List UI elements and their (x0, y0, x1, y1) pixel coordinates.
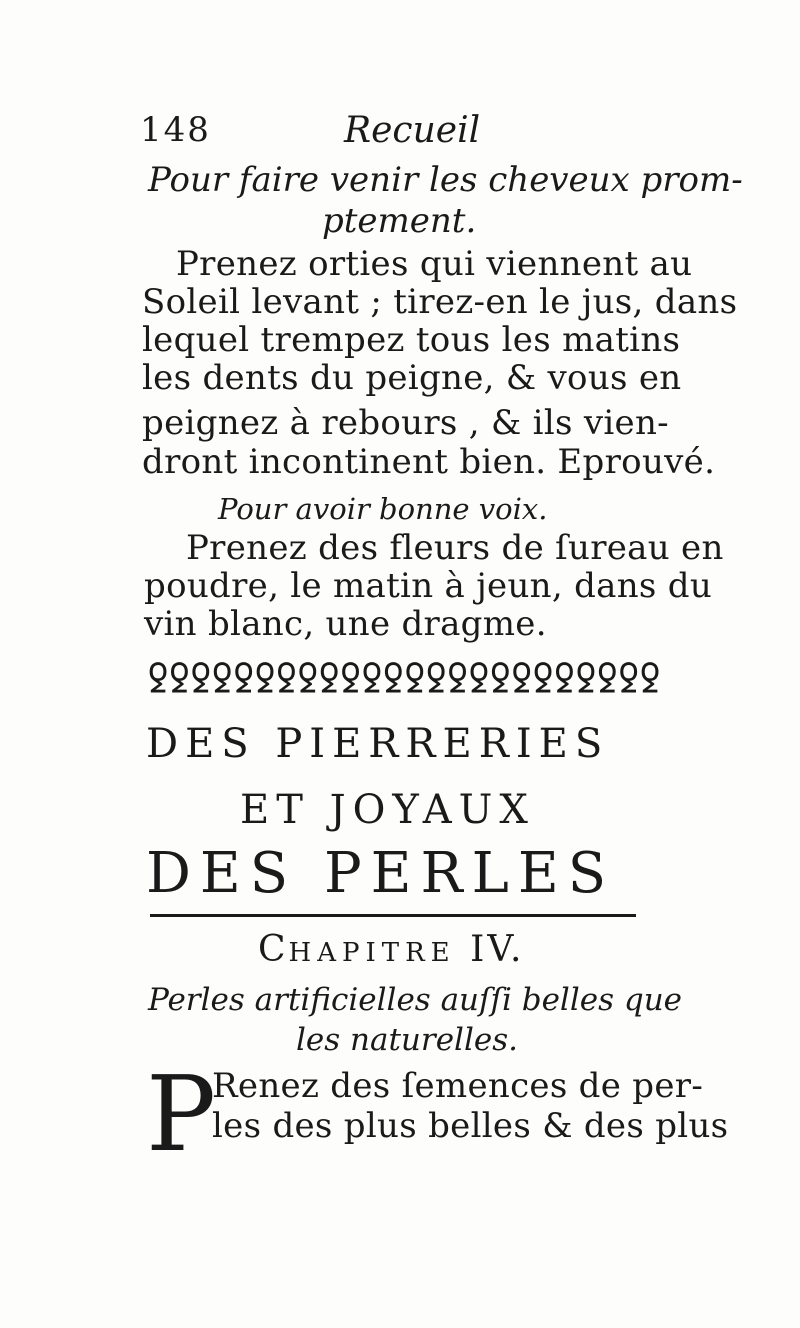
ornament-glyph-icon: ꝿ (468, 660, 489, 700)
recipe-heading-hair-line1: Pour faire venir les cheveux prom- (148, 160, 743, 200)
ornament-glyph-icon: ꝿ (533, 660, 553, 700)
section-title-line2: ET JOYAUX (240, 787, 535, 833)
drop-cap: P (146, 1053, 216, 1175)
ornament-glyph-icon: ꝿ (404, 660, 425, 700)
ornament-glyph-icon: ꝿ (383, 660, 404, 700)
recipe-text-line: Renez des ſemences de per- (212, 1066, 704, 1106)
ornament-glyph-icon: ꝿ (447, 660, 468, 700)
recipe-heading-pearls-line1: Perles artificielles auſſi belles que (148, 982, 683, 1018)
ornament-glyph-icon: ꝿ (618, 660, 639, 700)
horizontal-rule (150, 914, 636, 917)
ornament-glyph-icon: ꝿ (575, 660, 596, 700)
recipe-text-line: lequel trempez tous les matins (142, 320, 681, 360)
ornament-glyph-icon: ꝿ (597, 660, 618, 700)
ornament-glyph-icon: ꝿ (190, 660, 211, 700)
ornament-glyph-icon: ꝿ (148, 660, 168, 700)
recipe-text-line: les des plus belles & des plus (212, 1106, 729, 1146)
ornament-glyph-icon: ꝿ (212, 660, 233, 700)
recipe-text-line: dront incontinent bien. Eprouvé. (142, 442, 716, 482)
ornament-glyph-icon: ꝿ (490, 660, 511, 700)
recipe-text-line: Prenez des fleurs de ſureau en (186, 528, 724, 568)
chapter-initial: C (258, 929, 289, 970)
ornament-glyph-icon: ꝿ (554, 660, 575, 700)
ornament-glyph-icon: ꝿ (319, 660, 340, 700)
recipe-text-line: poudre, le matin à jeun, dans du (144, 566, 713, 606)
page-number: 148 (140, 110, 211, 150)
chapter-heading (258, 929, 525, 970)
ornament-glyph-icon: ꝿ (639, 660, 660, 700)
section-title-line1: DES PIERRERIES (146, 721, 610, 767)
recipe-text-line: Prenez orties qui viennent au (176, 244, 693, 284)
ornament-glyph-icon: ꝿ (297, 660, 318, 700)
ornament-glyph-icon: ꝿ (511, 660, 532, 700)
recipe-heading-hair-line2: ptement. (322, 201, 477, 241)
recipe-text-line: vin blanc, une dragme. (144, 604, 547, 644)
ornament-glyph-icon: ꝿ (426, 660, 447, 700)
recipe-text-line: peignez à rebours , & ils vien- (142, 403, 669, 443)
recipe-text-line: les dents du peigne, & vous en (142, 358, 682, 398)
ornament-glyph-icon: ꝿ (233, 660, 254, 700)
recipe-heading-pearls-line2: les naturelles. (296, 1022, 518, 1058)
recipe-heading-voice: Pour avoir bonne voix. (218, 492, 548, 526)
ornament-glyph-icon: ꝿ (276, 660, 297, 700)
running-head-title: Recueil (344, 110, 481, 151)
ornamental-band (148, 660, 660, 700)
ornament-glyph-icon: ꝿ (254, 660, 275, 700)
ornament-glyph-icon: ꝿ (169, 660, 190, 700)
recipe-text-line: Soleil levant ; tirez-en le jus, dans (142, 282, 738, 322)
chapter-number: IV. (470, 929, 525, 970)
ornament-glyph-icon: ꝿ (340, 660, 361, 700)
ornament-glyph-icon: ꝿ (361, 660, 382, 700)
section-title-line3: DES PERLES (146, 841, 616, 906)
chapter-word-smallcaps: HAPITRE (288, 938, 456, 968)
